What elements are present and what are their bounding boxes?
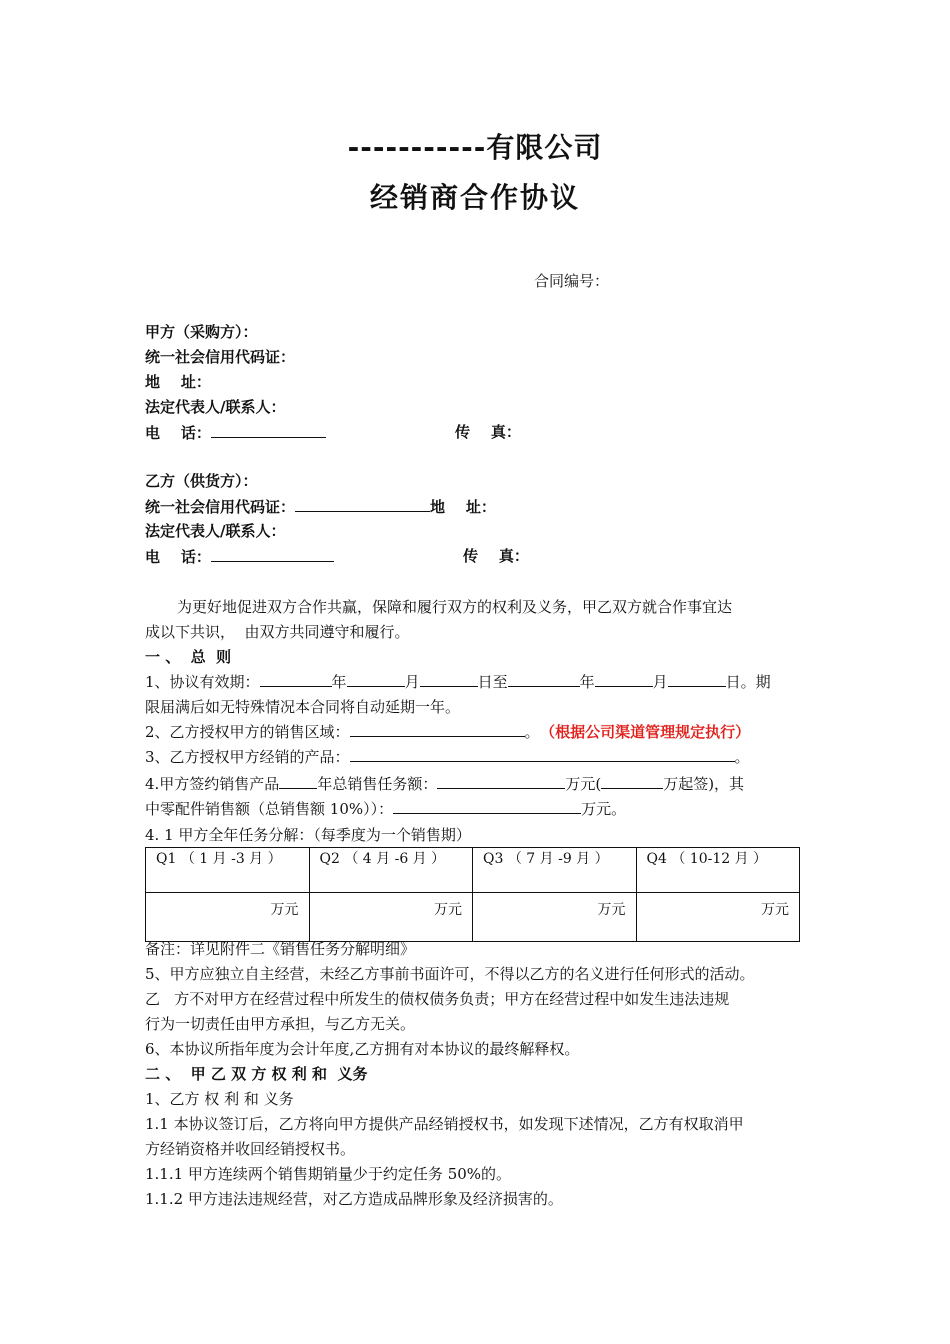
clause-1-label: 1、协议有效期： — [145, 673, 260, 691]
company-title: -----------有限公司 — [347, 131, 603, 164]
s2-clause-1-1-1: 1.1.1 甲方连续两个销售期销量少于约定任务 50%的。 — [145, 1165, 512, 1183]
clause-1-end: 日。期 — [725, 673, 771, 691]
party-a-phone: 电 话： — [145, 424, 211, 442]
clause-4-task: 年总销售任务额： — [317, 775, 438, 793]
quarter-cell-q2: Q2 （ 4 月 -6 月 ） — [309, 848, 473, 893]
month-label: 月 — [404, 673, 420, 691]
year-label: 年 — [331, 673, 347, 691]
blank — [508, 671, 580, 687]
clause-2-note: （根据公司渠道管理规定执行） — [547, 723, 751, 741]
clause-4-parts: 中零配件销售额（总销售额 10%））： — [145, 800, 394, 818]
section-2-heading: 二 、 甲 乙 双 方 权 利 和 义务 — [145, 1065, 368, 1083]
blank — [350, 746, 735, 762]
party-a-address: 地 址： — [145, 373, 211, 391]
month-label: 月 — [652, 673, 668, 691]
clause-4-label: 4.甲方签约销售产品 — [145, 775, 280, 793]
party-a-credit-code: 统一社会信用代码证： — [145, 348, 296, 366]
party-a-phone-row — [145, 422, 521, 443]
clause-3 — [145, 745, 805, 770]
blank — [393, 798, 581, 814]
clause-2-label: 2、乙方授权甲方的销售区域： — [145, 723, 350, 741]
clause-4-min: 万起签)，其 — [663, 775, 745, 793]
clause-1 — [145, 670, 805, 695]
party-b-address: 地 址： — [430, 498, 496, 516]
clause-4-1: 4. 1 甲方全年任务分解：（每季度为一个销售期） — [145, 826, 471, 844]
blank — [279, 773, 317, 789]
blank — [420, 671, 478, 687]
year-label: 年 — [579, 673, 595, 691]
quarter-cell-q1: Q1 （ 1 月 -3 月 ） — [146, 848, 310, 893]
clause-2 — [145, 720, 805, 745]
s2-clause-1-1-2: 1.1.2 甲方违法违规经营，对乙方造成品牌形象及经济损害的。 — [145, 1190, 563, 1208]
agreement-title: 经销商合作协议 — [369, 181, 580, 214]
clause-3-label: 3、乙方授权甲方经销的产品： — [145, 748, 350, 766]
party-b-fax: 传 真： — [463, 547, 529, 565]
amount-cell-q3: 万元 — [473, 893, 637, 942]
amount-cell-q1: 万元 — [146, 893, 310, 942]
amount-cell-q4: 万元 — [636, 893, 800, 942]
party-a-fax: 传 真： — [455, 423, 521, 441]
blank — [347, 671, 405, 687]
party-b-legal-rep: 法定代表人/联系人： — [145, 522, 286, 540]
contract-number-label: 合同编号： — [534, 272, 610, 290]
party-a-phone-blank — [211, 422, 326, 438]
party-b-phone-blank — [211, 546, 334, 562]
s2-clause-1: 1、乙方 权 利 和 义务 — [145, 1090, 294, 1108]
party-a-legal-rep: 法定代表人/联系人： — [145, 398, 286, 416]
blank — [350, 721, 525, 737]
blank — [601, 773, 663, 789]
to-label: 日至 — [477, 673, 508, 691]
clause-1-line-2: 限届满后如无特殊情况本合同将自动延期一年。 — [145, 698, 461, 716]
party-b-credit-row — [145, 496, 496, 517]
section-1-heading: 一 、 总 则 — [145, 648, 232, 666]
party-b-credit-code: 统一社会信用代码证： — [145, 498, 296, 516]
party-b-phone-row — [145, 546, 529, 567]
clause-3-end: 。 — [734, 748, 750, 766]
clause-4-parts-end: 万元。 — [581, 800, 627, 818]
blank — [668, 671, 726, 687]
party-b-heading: 乙方（供货方）： — [145, 472, 258, 490]
party-b-credit-blank — [295, 496, 430, 512]
clause-4-unit: 万元( — [565, 775, 602, 793]
quarter-task-table — [145, 847, 800, 942]
remark: 备注：详见附件二《销售任务分解明细》 — [145, 940, 416, 958]
clause-2-end: 。 — [524, 723, 540, 741]
amount-cell-q2: 万元 — [309, 893, 473, 942]
clause-4-line-2 — [145, 797, 805, 822]
blank — [437, 773, 565, 789]
clause-4 — [145, 772, 805, 797]
quarter-cell-q3: Q3 （ 7 月 -9 月 ） — [473, 848, 637, 893]
clause-6: 6、本协议所指年度为会计年度,乙方拥有对本协议的最终解释权。 — [145, 1040, 580, 1058]
quarter-cell-q4: Q4 （ 10-12 月 ） — [636, 848, 800, 893]
intro-line-2: 成以下共识， 由双方共同遵守和履行。 — [145, 623, 410, 641]
clause-5-line-3: 行为一切责任由甲方承担，与乙方无关。 — [145, 1015, 416, 1033]
blank — [595, 671, 653, 687]
clause-5-line-2: 乙 方不对甲方在经营过程中所发生的债权债务负责；甲方在经营过程中如发生违法违规 — [145, 990, 730, 1008]
s2-clause-1-1-line-1: 1.1 本协议签订后，乙方将向甲方提供产品经销授权书，如发现下述情况，乙方有权取消甲 — [145, 1115, 744, 1133]
party-b-phone: 电 话： — [145, 548, 211, 566]
party-a-heading: 甲方（采购方）： — [145, 323, 258, 341]
blank — [260, 671, 332, 687]
intro-line-1: 为更好地促进双方合作共赢，保障和履行双方的权利及义务，甲乙双方就合作事宜达 — [177, 598, 733, 616]
s2-clause-1-1-line-2: 方经销资格并收回经销授权书。 — [145, 1140, 356, 1158]
clause-5-line-1: 5、甲方应独立自主经营，未经乙方事前书面许可，不得以乙方的名义进行任何形式的活动。 — [145, 965, 755, 983]
